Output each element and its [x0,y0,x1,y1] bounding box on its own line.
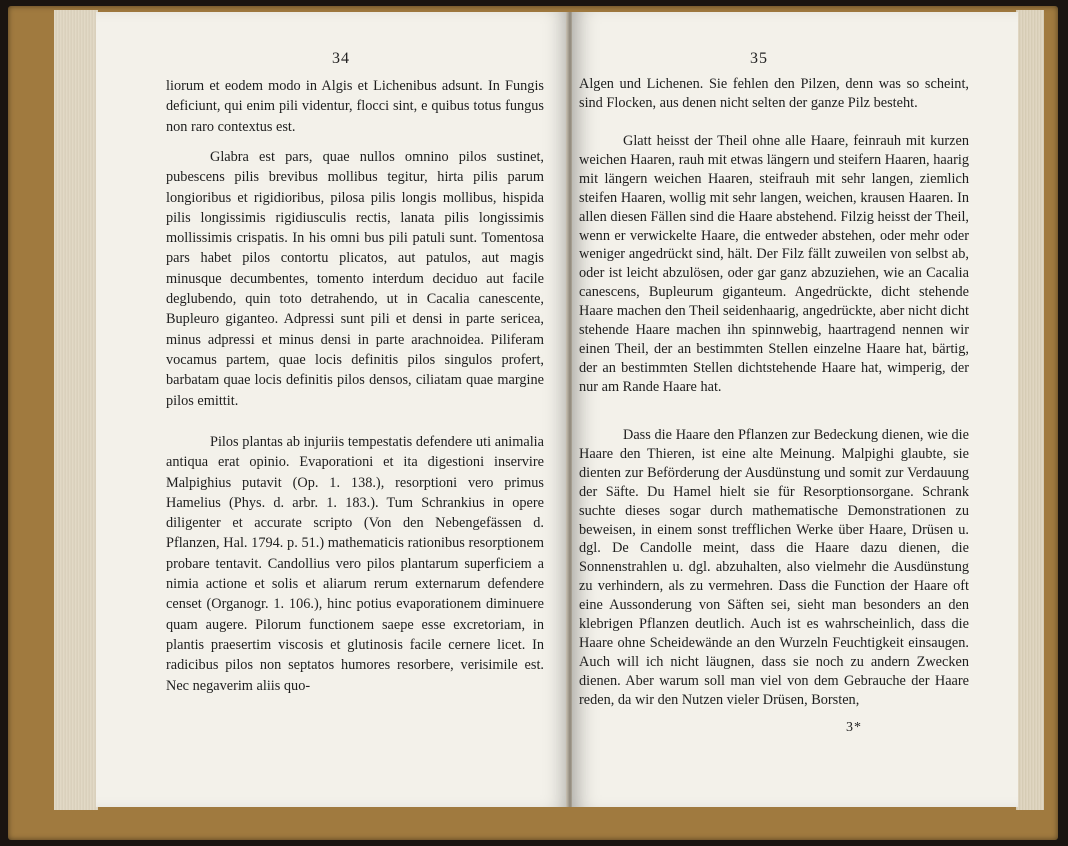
left-paragraph-3: Pilos plantas ab injuriis tempestatis defendere uti animalia antiqua erat opinio. Evaporationi et ita digestioni inservire Malpighius putavit (Op. 1. 138.), resorptioni vero primus Hamelius (Phys. d. arbr. 1. 183.). Tum Schrankius in opere diligenter et accurate scripto (Von den Nebengefässen d. Pflanzen, Hal. 1794. p. 51.) mathematicis rationibus resorptionem probare tentavit. Candollius vero pilos plantarum superficiem a nimia actione et solis et aliarum rerum externarum defendere censet (Organogr. 1. 106.), hinc potius evaporationem diminuere quam augere. Pilorum functionem saepe esse excretoriam, in plantis praesertim viscosis et glutinosis facile cernere licet. In radicibus pilos non septatos humores resorbere, verisimile est. Nec negaverim aliis quo- [166,434,544,694]
page-number-left: 34 [332,50,350,67]
left-page [96,12,570,807]
left-paragraph-2: Glabra est pars, quae nullos omnino pilos sustinet, pubescens pilis brevibus mollibus tegitur, hirta pilis parum longioribus et rigidioribus, pilosa pilis longis mollibus, hispida pilis longissimis rigidiusculis rectis, lanata pilis longissimis mollissimis crispatis. In his omni bus pili patuli sunt. Tomentosa pars habet pilos contortu plicatos, aut patulos, aut magis minusque decumbentes, tomento interdum deciduo aut facile deglubendo, quin toto detrahendo, ut in Cacalia canescente, Bupleuro giganteo. Adpressi sunt pili et densi in parte sericea, minus adpressi et minus densi in parte arachnoidea. Piliferam vocamus partem, quae locis definitis pilos singulos profert, barbatam quae locis definitis pilos densos, ciliatam quae margine pilos emittit. [166,149,544,409]
page-edges-right [1016,10,1044,810]
signature-mark: 3* [846,720,862,735]
right-paragraph-2: Glatt heisst der Theil ohne alle Haare, feinrauh mit kurzen weichen Haaren, rauh mit etwas längern und steifern Haaren, haarig mit längern weichen Haaren, steifrauh mit sehr langen, ziemlich steifen Haaren, wollig mit sehr langen, weichen, krausen Haaren. In allen diesen Fällen sind die Haare abstehend. Filzig heisst der Theil, wenn er verwickelte Haare, die entweder abstehen, oder mehr oder weniger angedrückt sind, hält. Der Filz fällt zuweilen von selbst ab, oder ist leicht abzulösen, oder gar ganz abzuziehen, wie an Cacalia canescens, Bupleurum giganteum. Angedrückte, dicht stehende Haare machen den Theil seidenhaarig, angedrückte, aber nicht dicht stehende Haare machen ihn spinnwebig, haartragend nennen wir einen Theil, der an bestimmten Stellen einzelne Haare hat, bärtig, der an bestimmten Stellen dichtstehende Haare hat, wimperig, der nur am Rande Haare hat. [579,133,969,395]
right-page [572,12,1018,807]
page-number-right: 35 [750,50,768,67]
left-paragraph-1: liorum et eodem modo in Algis et Lichenibus adsunt. In Fungis deficiunt, qui enim pili videntur, flocci sint, e quibus totus fungus non raro contextus est. [166,78,544,135]
page-edges-left [54,10,98,810]
right-paragraph-3: Dass die Haare den Pflanzen zur Bedeckung dienen, wie die Haare den Thieren, ist eine alte Meinung. Malpighi glaubte, sie dienten zur Beförderung der Ausdünstung und somit zur Verdauung der Säfte. Du Hamel hielt sie für Resorptionsorgane. Schrank suchte dieses sogar durch mathematische Demonstrationen zu beweisen, in einem sonst trefflichen Werke über Haare, Drüsen u. dgl. De Candolle meint, dass die Haare dazu dienen, die Sonnenstrahlen u. dgl. abzuhalten, also vielmehr die Ausdünstung zu verhindern, als zu vermehren. Dass die Function der Haare oft eine Aussonderung von Säften sei, sieht man besonders an den klebrigen Pflanzen deutlich. Auch ist es wahrscheinlich, dass die Haare ohne Scheidewände an den Wurzeln Feuchtigkeit einsaugen. Auch will ich nicht läugnen, dass sie noch zu andern Zwecken dienen. Aber warum soll man viel von dem Gebrauche der Haare reden, da wir den Nutzen vieler Drüsen, Borsten, [579,427,969,708]
right-paragraph-1: Algen und Lichenen. Sie fehlen den Pilzen, denn was so scheint, sind Flocken, aus denen nicht selten der ganze Pilz besteht. [579,76,969,111]
